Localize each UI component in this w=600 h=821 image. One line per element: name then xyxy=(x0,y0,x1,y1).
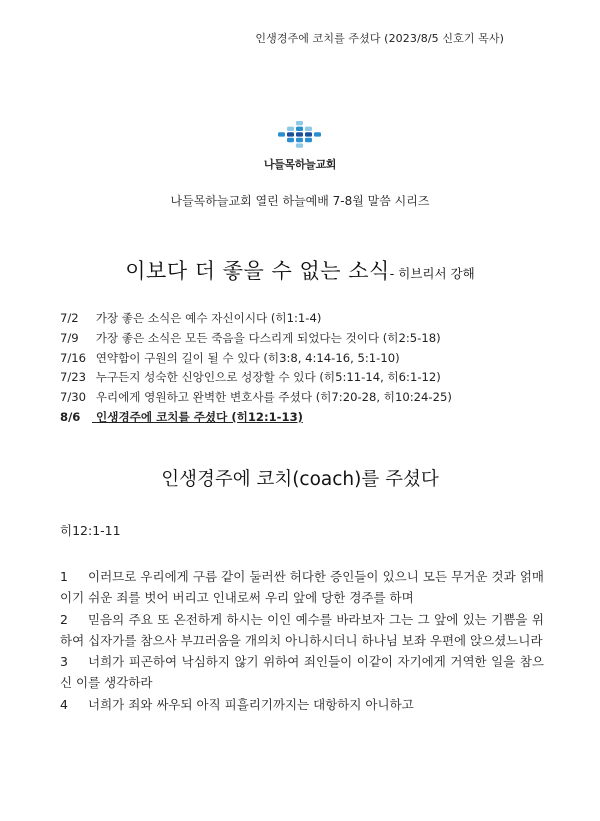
series-title xyxy=(0,255,600,285)
verse-number: 1 xyxy=(60,569,68,584)
verse-number: 4 xyxy=(60,696,68,712)
schedule-date: 7/16 xyxy=(60,350,87,365)
logo-dot xyxy=(296,138,303,142)
series-title-main: 이보다 더 좋을 수 없는 소식 xyxy=(125,259,390,283)
schedule-item xyxy=(60,368,560,388)
schedule-title: 가장 좋은 소식은 모든 죽음을 다스리게 되었다는 것이다 (히2:5-18) xyxy=(95,330,441,345)
schedule-item xyxy=(60,329,560,349)
verse-number: 2 xyxy=(60,611,68,627)
verse-text: 너희가 피곤하여 낙심하지 않기 위하여 죄인들이 이같이 자기에게 거역한 일을 참으신 이를 생각하라 xyxy=(60,654,544,691)
schedule-item xyxy=(60,309,560,329)
logo-dot xyxy=(287,138,294,142)
verse xyxy=(60,566,544,609)
schedule-title: 가장 좋은 소식은 예수 자신이시다 (히1:1-4) xyxy=(95,311,322,325)
verse-number: 3 xyxy=(60,654,68,670)
logo-dot xyxy=(287,132,294,136)
schedule-item-current xyxy=(60,408,560,428)
scripture-reference: 히12:1-11 xyxy=(60,523,121,538)
logo-dot xyxy=(296,127,303,131)
verse-text: 이러므로 우리에게 구름 같이 둘러싼 허다한 증인들이 있으니 모든 무거운 것과 얽매이기 쉬운 죄를 벗어 버리고 인내로써 우리 앞에 당한 경주를 하며 xyxy=(60,569,544,606)
schedule-title: 연약함이 구원의 길이 될 수 있다 (히3:8, 4:14-16, 5:1-10) xyxy=(95,350,400,365)
schedule-title: 우리에게 영원하고 완벽한 변호사를 주셨다 (히7:20-28, 히10:24-25) xyxy=(95,390,452,405)
church-logo-icon xyxy=(275,120,325,150)
schedule-title: 인생경주에 코치를 주셨다 (히12:1-13) xyxy=(96,409,303,424)
series-description: 나들목하늘교회 열린 하늘예배 7-8월 말씀 시리즈 xyxy=(170,194,430,208)
logo-dot xyxy=(305,132,312,136)
logo-dot xyxy=(296,132,303,136)
schedule-title: 누구든지 성숙한 신앙인으로 성장할 수 있다 (히5:11-14, 히6:1-12) xyxy=(95,370,441,385)
logo-dot xyxy=(305,138,312,142)
scripture-verses xyxy=(60,566,544,715)
schedule-item xyxy=(60,388,560,408)
logo-dot xyxy=(287,127,294,131)
verse-text: 너희가 죄와 싸우되 아직 피흘리기까지는 대항하지 아니하고 xyxy=(88,696,414,712)
verse xyxy=(60,651,544,694)
logo-dot xyxy=(314,132,321,136)
sermon-title: 인생경주에 코치(coach)를 주셨다 xyxy=(161,469,439,490)
logo-dot xyxy=(305,127,312,131)
schedule-date: 7/23 xyxy=(60,370,87,385)
sermon-schedule xyxy=(60,309,560,428)
schedule-date: 7/2 xyxy=(60,311,79,325)
document-header: 인생경주에 코치를 주셨다 (2023/8/5 신호기 목사) xyxy=(255,32,504,45)
church-logo-text: 나들목하늘교회 xyxy=(263,158,337,171)
verse-text: 믿음의 주요 또 온전하게 하시는 이인 예수를 바라보자 그는 그 앞에 있는 기쁨을 위하여 십자가를 참으사 부끄러움을 개의치 아니하시더니 하나님 보좌 우편에 앉으셨느니라 xyxy=(60,611,544,648)
schedule-item xyxy=(60,349,560,369)
verse xyxy=(60,694,544,715)
logo-dot xyxy=(296,121,303,125)
logo-dot xyxy=(296,143,303,147)
church-logo xyxy=(0,120,600,172)
schedule-date: 7/9 xyxy=(60,330,79,345)
logo-dot xyxy=(278,132,285,136)
schedule-date: 8/6 xyxy=(60,409,81,424)
verse xyxy=(60,609,544,652)
schedule-date: 7/30 xyxy=(60,390,87,405)
series-title-subtitle: - 히브리서 강해 xyxy=(389,266,475,281)
